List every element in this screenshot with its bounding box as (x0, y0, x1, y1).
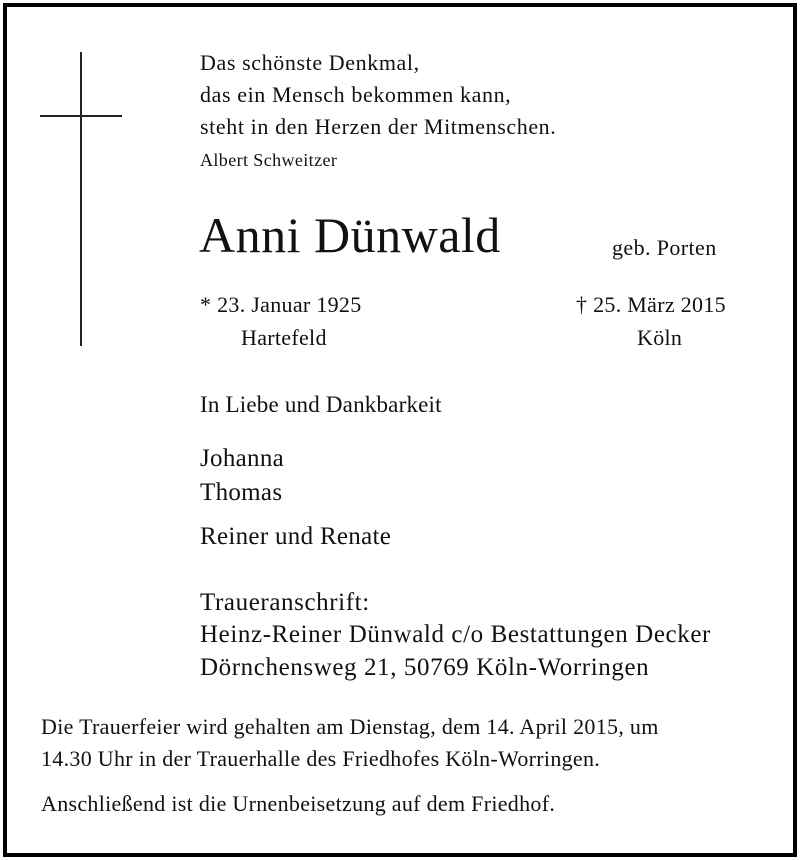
mourners-intro: In Liebe und Dankbarkeit (200, 392, 442, 417)
maiden-name: geb. Porten (612, 235, 717, 260)
quote-line: Das schönste Denkmal, (200, 50, 420, 75)
death-place: Köln (637, 325, 683, 350)
address-label: Traueranschrift: (200, 589, 370, 616)
ceremony-text-line: 14.30 Uhr in der Trauerhalle des Friedhofes Köln-Worringen. (41, 746, 601, 771)
address-line: Heinz-Reiner Dünwald c/o Bestattungen Decker (200, 621, 711, 648)
address-line: Dörnchensweg 21, 50769 Köln-Worringen (200, 654, 650, 681)
cross-icon (80, 52, 82, 346)
mourner-name: Johanna (200, 445, 285, 472)
death-date: † 25. März 2015 (576, 292, 726, 317)
mourner-name: Thomas (200, 479, 283, 506)
quote-line: das ein Mensch bekommen kann, (200, 82, 512, 107)
birth-place: Hartefeld (241, 325, 327, 350)
mourner-name: Reiner und Renate (200, 523, 392, 550)
cross-icon-bar (40, 115, 122, 117)
ceremony-text-line: Die Trauerfeier wird gehalten am Dienstag, dem 14. April 2015, um (41, 714, 659, 739)
quote-author: Albert Schweitzer (200, 150, 338, 170)
burial-text: Anschließend ist die Urnenbeisetzung auf dem Friedhof. (41, 791, 556, 816)
deceased-name: Anni Dünwald (199, 207, 501, 263)
birth-date: * 23. Januar 1925 (200, 292, 362, 317)
quote-line: steht in den Herzen der Mitmenschen. (200, 114, 557, 139)
